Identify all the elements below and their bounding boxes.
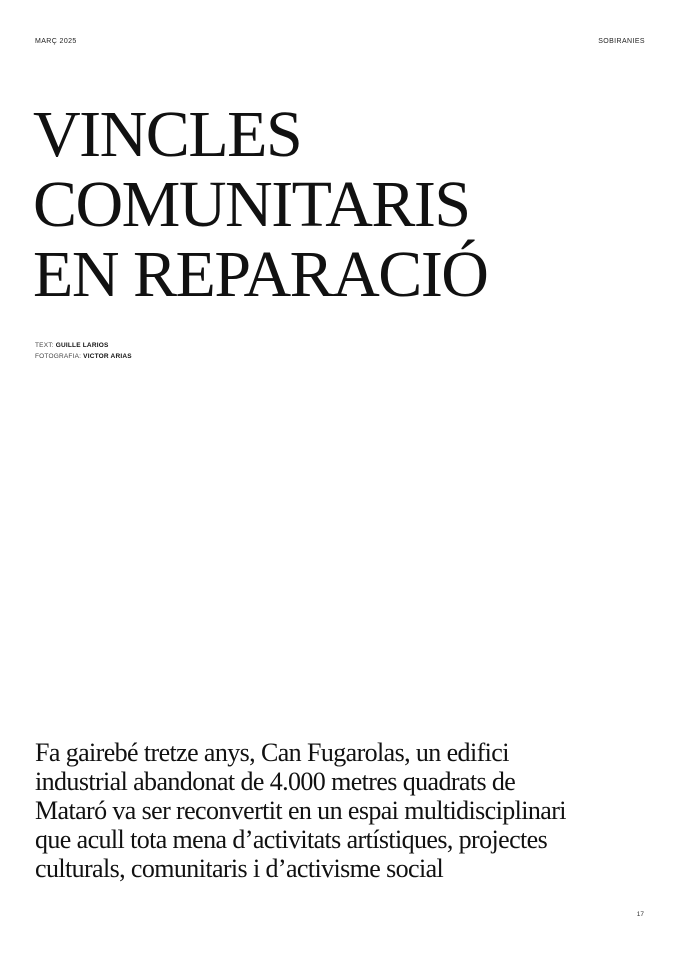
lead-line-4: que acull tota mena d’activitats artístiques, projectes [35,825,548,854]
text-credit [35,340,132,351]
photo-credit-name: VICTOR ARIAS [83,353,132,360]
article-credits [35,340,132,362]
lead-line-2: industrial abandonat de 4.000 metres quadrats de [35,767,516,796]
photo-credit [35,351,132,362]
title-line-3: EN REPARACIÓ [33,238,488,311]
page-number: 17 [636,911,644,918]
issue-date: MARÇ 2025 [35,38,77,45]
text-credit-label: TEXT: [35,342,56,349]
article-title [33,100,653,310]
lead-line-3: Mataró va ser reconvertit en un espai multidisciplinari [35,796,566,825]
section-name: SOBIRANIES [598,38,645,45]
title-line-1: VINCLES [33,98,302,171]
article-lead [35,738,655,883]
text-credit-name: GUILLE LARIOS [55,342,109,349]
lead-line-5: culturals, comunitaris i d’activisme social [35,854,444,883]
photo-credit-label: FOTOGRAFIA: [35,353,84,360]
title-line-2: COMUNITARIS [33,168,470,241]
lead-line-1: Fa gairebé tretze anys, Can Fugarolas, un edifici [35,738,509,767]
